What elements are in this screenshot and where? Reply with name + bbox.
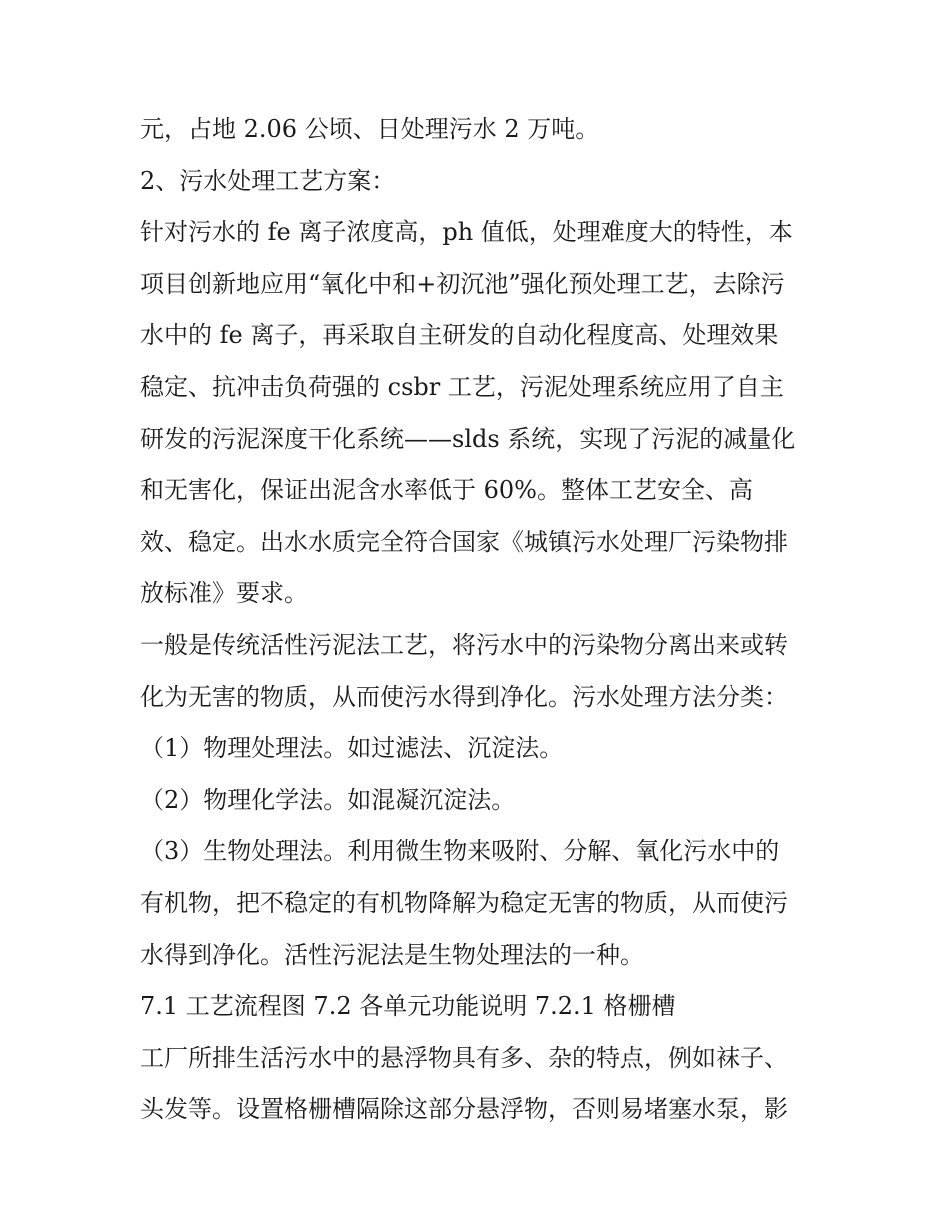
document-body [140, 108, 820, 1140]
text-line: 水得到净化。活性污泥法是生物处理法的一种。 [140, 940, 644, 969]
list-item: （3）生物处理法。利用微生物来吸附、分解、氧化污水中的 [140, 837, 780, 866]
text-line: 和无害化，保证出泥含水率低于 60%。整体工艺安全、高 [140, 476, 753, 505]
list-item: （2）物理化学法。如混凝沉淀法。 [140, 785, 516, 814]
list-item: （1）物理处理法。如过滤法、沉淀法。 [140, 734, 564, 763]
text-line: 有机物，把不稳定的有机物降解为稳定无害的物质，从而使污 [140, 888, 788, 917]
section-heading: 2、污水处理工艺方案： [140, 166, 396, 195]
text-line: 头发等。设置格栅槽隔除这部分悬浮物，否则易堵塞水泵，影 [140, 1095, 788, 1124]
text-line: 化为无害的物质，从而使污水得到净化。污水处理方法分类： [140, 682, 788, 711]
text-line: 元，占地 2.06 公顷、日处理污水 2 万吨。 [140, 115, 600, 143]
text-line: 研发的污泥深度干化系统——slds 系统，实现了污泥的减量化 [140, 424, 796, 453]
text-line: 针对污水的 fe 离子浓度高，ph 值低，处理难度大的特性，本 [140, 218, 793, 247]
text-line: 放标准》要求。 [140, 579, 308, 608]
text-line: 项目创新地应用“氧化中和+初沉池”强化预处理工艺，去除污 [140, 269, 785, 298]
text-line: 工厂所排生活污水中的悬浮物具有多、杂的特点，例如袜子、 [140, 1043, 788, 1072]
text-line: 稳定、抗冲击负荷强的 csbr 工艺，污泥处理系统应用了自主 [140, 372, 784, 401]
section-heading: 7.1 工艺流程图 7.2 各单元功能说明 7.2.1 格栅槽 [140, 992, 676, 1021]
text-line: 一般是传统活性污泥法工艺，将污水中的污染物分离出来或转 [140, 630, 788, 659]
text-line: 水中的 fe 离子，再采取自主研发的自动化程度高、处理效果 [140, 321, 779, 350]
text-line: 效、稳定。出水水质完全符合国家《城镇污水处理厂污染物排 [140, 527, 788, 556]
